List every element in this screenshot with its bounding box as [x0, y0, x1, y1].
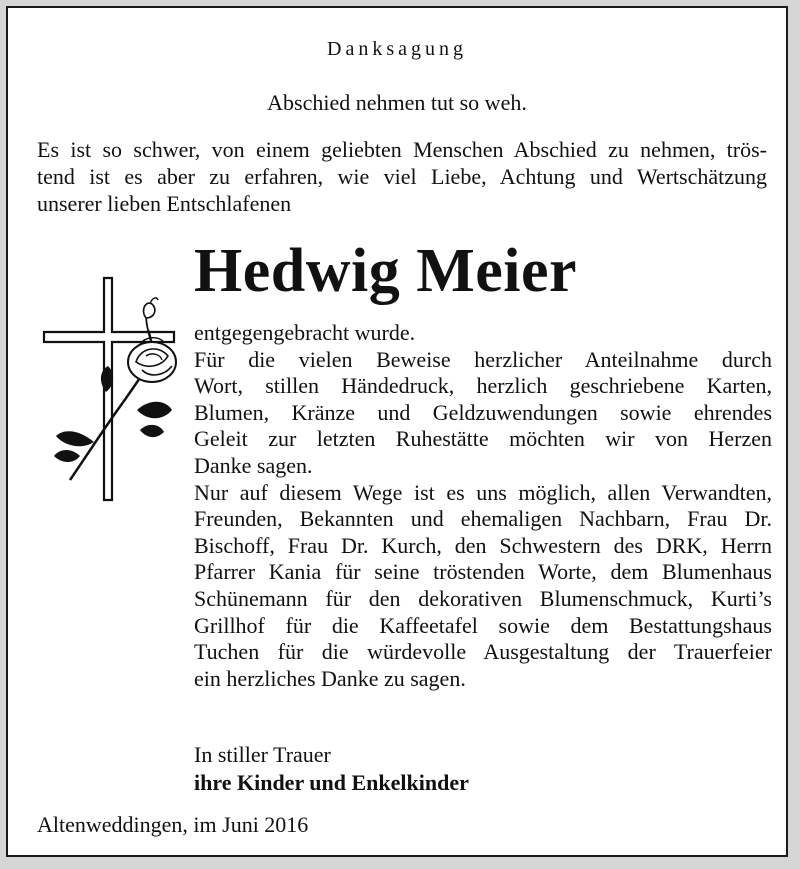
body-line: Pfarrer Kania für seine tröstenden Worte, dem Blumenhaus: [194, 559, 772, 585]
body-line: entgegengebracht wurde.: [194, 320, 416, 345]
body-line: Tuchen für die würdevolle Ausgestaltung der Trauerfeier: [194, 639, 772, 665]
body-line: Geleit zur letzten Ruhestätte möchten wir von Herzen: [194, 426, 772, 452]
body-line: Blumen, Kränze und Geldzuwendungen sowie ehrendes: [194, 399, 772, 425]
body-line: Schünemann für den dekorativen Blumenschmuck, Kurti’s: [194, 585, 772, 611]
body-line: Grillhof für die Kaffeetafel sowie dem Bestattungshaus: [194, 612, 772, 638]
body-line: Freunden, Bekannten und ehemaligen Nachbarn, Frau Dr.: [194, 506, 772, 532]
intro-line: tend ist es aber zu erfahren, wie viel Liebe, Achtung und Wertschätzung: [37, 164, 767, 189]
thanks-paragraph: [194, 320, 772, 692]
body-line: Bischoff, Frau Dr. Kurch, den Schwestern des DRK, Herrn: [194, 532, 772, 558]
intro-line: Es ist so schwer, von einem geliebten Menschen Abschied zu nehmen, trös-: [37, 137, 767, 162]
closing-line: In stiller Trauer: [194, 742, 331, 767]
cross-with-rose-icon: [42, 270, 187, 510]
place-date: Altenweddingen, im Juni 2016: [37, 812, 309, 837]
notice-heading: Danksagung: [327, 38, 467, 60]
intro-line: unserer lieben Entschlafenen: [37, 191, 292, 216]
signatories: ihre Kinder und Enkelkinder: [194, 770, 469, 795]
death-notice-card: [6, 6, 788, 857]
body-line: ein herzliches Danke zu sagen.: [194, 665, 466, 691]
notice-motto: Abschied nehmen tut so weh.: [267, 90, 527, 115]
closing-block: [194, 741, 469, 797]
body-line: Wort, stillen Händedruck, herzlich geschriebene Karten,: [194, 373, 772, 399]
body-line: Nur auf diesem Wege ist es uns möglich, allen Verwandten,: [194, 479, 772, 505]
intro-paragraph: [37, 136, 767, 217]
deceased-name: Hedwig Meier: [194, 237, 578, 305]
body-line: Danke sagen.: [194, 452, 313, 478]
body-line: Für die vielen Beweise herzlicher Anteilnahme durch: [194, 346, 772, 372]
